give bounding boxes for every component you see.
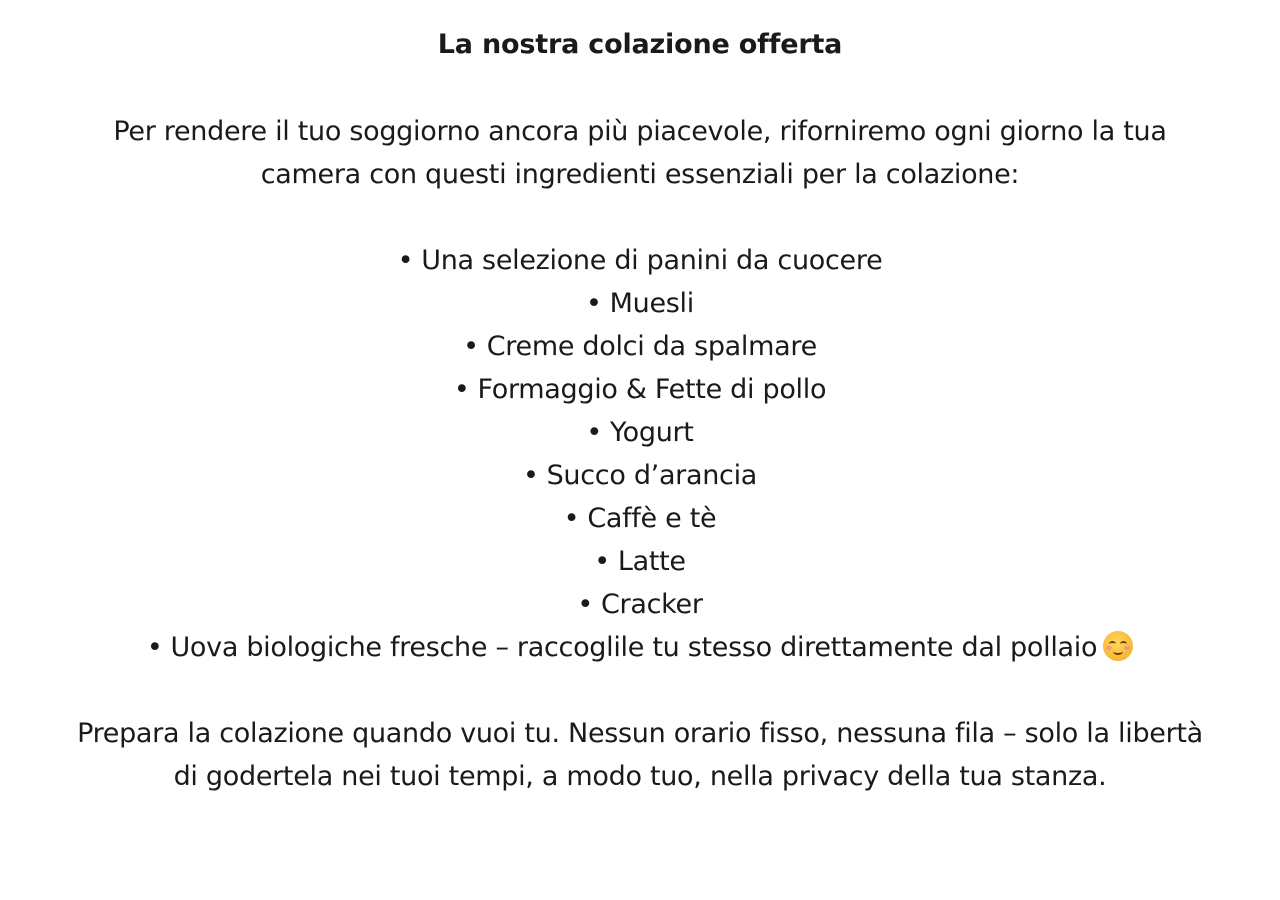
bullet-icon: • (522, 460, 539, 491)
list-item-text: Creme dolci da spalmare (486, 331, 817, 362)
list-item-text: Formaggio & Fette di pollo (477, 374, 827, 405)
bullet-icon: • (586, 417, 603, 448)
list-item-text: Uova biologiche fresche – raccoglile tu stesso direttamente dal pollaio (170, 632, 1098, 663)
list-item-text: Muesli (609, 288, 694, 319)
bullet-icon: • (397, 245, 414, 276)
bullet-icon: • (146, 632, 163, 663)
list-item (0, 282, 1280, 325)
list-item (0, 583, 1280, 626)
bullet-icon: • (563, 503, 580, 534)
list-item-text: Cracker (601, 589, 703, 620)
bullet-icon: • (594, 546, 610, 577)
list-item (0, 411, 1280, 454)
list-item-text: Caffè e tè (587, 503, 717, 534)
list-item-text: Latte (617, 546, 686, 577)
closing-paragraph (0, 712, 1280, 798)
page-title: La nostra colazione offerta (437, 29, 843, 60)
bullet-icon: • (463, 331, 479, 362)
list-item (0, 325, 1280, 368)
list-item (0, 497, 1280, 540)
intro-line-2: camera con questi ingredienti essenziali per la colazione: (260, 159, 1020, 190)
intro-paragraph (0, 110, 1280, 196)
list-item-text: Una selezione di panini da cuocere (421, 245, 883, 276)
closing-line-1: Prepara la colazione quando vuoi tu. Nessun orario fisso, nessuna fila – solo la libertà (77, 718, 1203, 749)
bullet-icon: • (453, 374, 470, 405)
list-item-text: Yogurt (610, 417, 694, 448)
intro-line-1: Per rendere il tuo soggiorno ancora più piacevole, riforniremo ogni giorno la tua (113, 116, 1167, 147)
closing-line-2: di godertela nei tuoi tempi, a modo tuo, nella privacy della tua stanza. (173, 761, 1107, 792)
bullet-icon: • (577, 589, 593, 620)
list-item (0, 540, 1280, 583)
breakfast-items-list (0, 239, 1280, 669)
list-item (0, 454, 1280, 497)
list-item-text: Succo d’arancia (546, 460, 758, 491)
list-item (0, 368, 1280, 411)
bullet-icon: • (586, 288, 602, 319)
list-item (0, 626, 1280, 669)
list-item (0, 239, 1280, 282)
smiling-face-emoji-icon (1103, 631, 1133, 661)
